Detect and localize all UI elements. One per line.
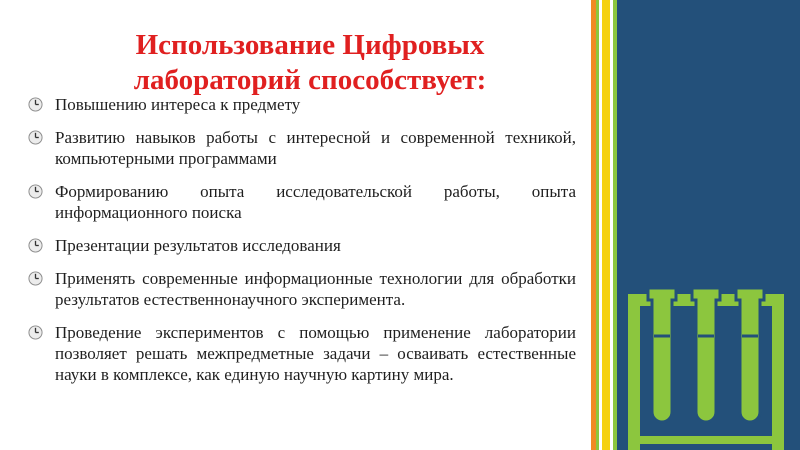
clock-icon <box>28 184 43 199</box>
bullet-item <box>28 235 576 256</box>
test-tubes-rack-icon <box>628 288 784 450</box>
slide-title-line1: Использование Цифровых <box>135 29 485 61</box>
decorative-side-panel <box>591 0 800 450</box>
clock-icon <box>28 97 43 112</box>
clock-icon <box>28 238 43 253</box>
clock-icon <box>28 325 43 340</box>
bullet-item <box>28 127 576 169</box>
bullet-text: Развитию навыков работы с интересной и современной техникой, компьютерными программами <box>55 128 576 168</box>
slide-title-line2: лабораторий способствует: <box>133 64 487 96</box>
bullet-item <box>28 268 576 310</box>
bullet-item <box>28 181 576 223</box>
bullet-text: Формированию опыта исследовательской работы, опыта информационного поиска <box>55 182 576 222</box>
yellow-stripe <box>602 0 610 450</box>
bullet-list <box>28 94 576 397</box>
bullet-text: Применять современные информационные технологии для обработки результатов естественнонаучного эксперимента. <box>55 269 576 309</box>
clock-icon <box>28 130 43 145</box>
bullet-text: Презентации результатов исследования <box>55 236 341 255</box>
clock-icon <box>28 271 43 286</box>
bullet-item <box>28 94 576 115</box>
slide-title <box>60 28 560 98</box>
bullet-text: Повышению интереса к предмету <box>55 95 301 114</box>
bullet-text: Проведение экспериментов с помощью применение лаборатории позволяет решать межпредметные задачи – осваивать естественные науки в комплексе, как единую научную картину мира. <box>55 323 576 384</box>
bullet-item <box>28 322 576 385</box>
